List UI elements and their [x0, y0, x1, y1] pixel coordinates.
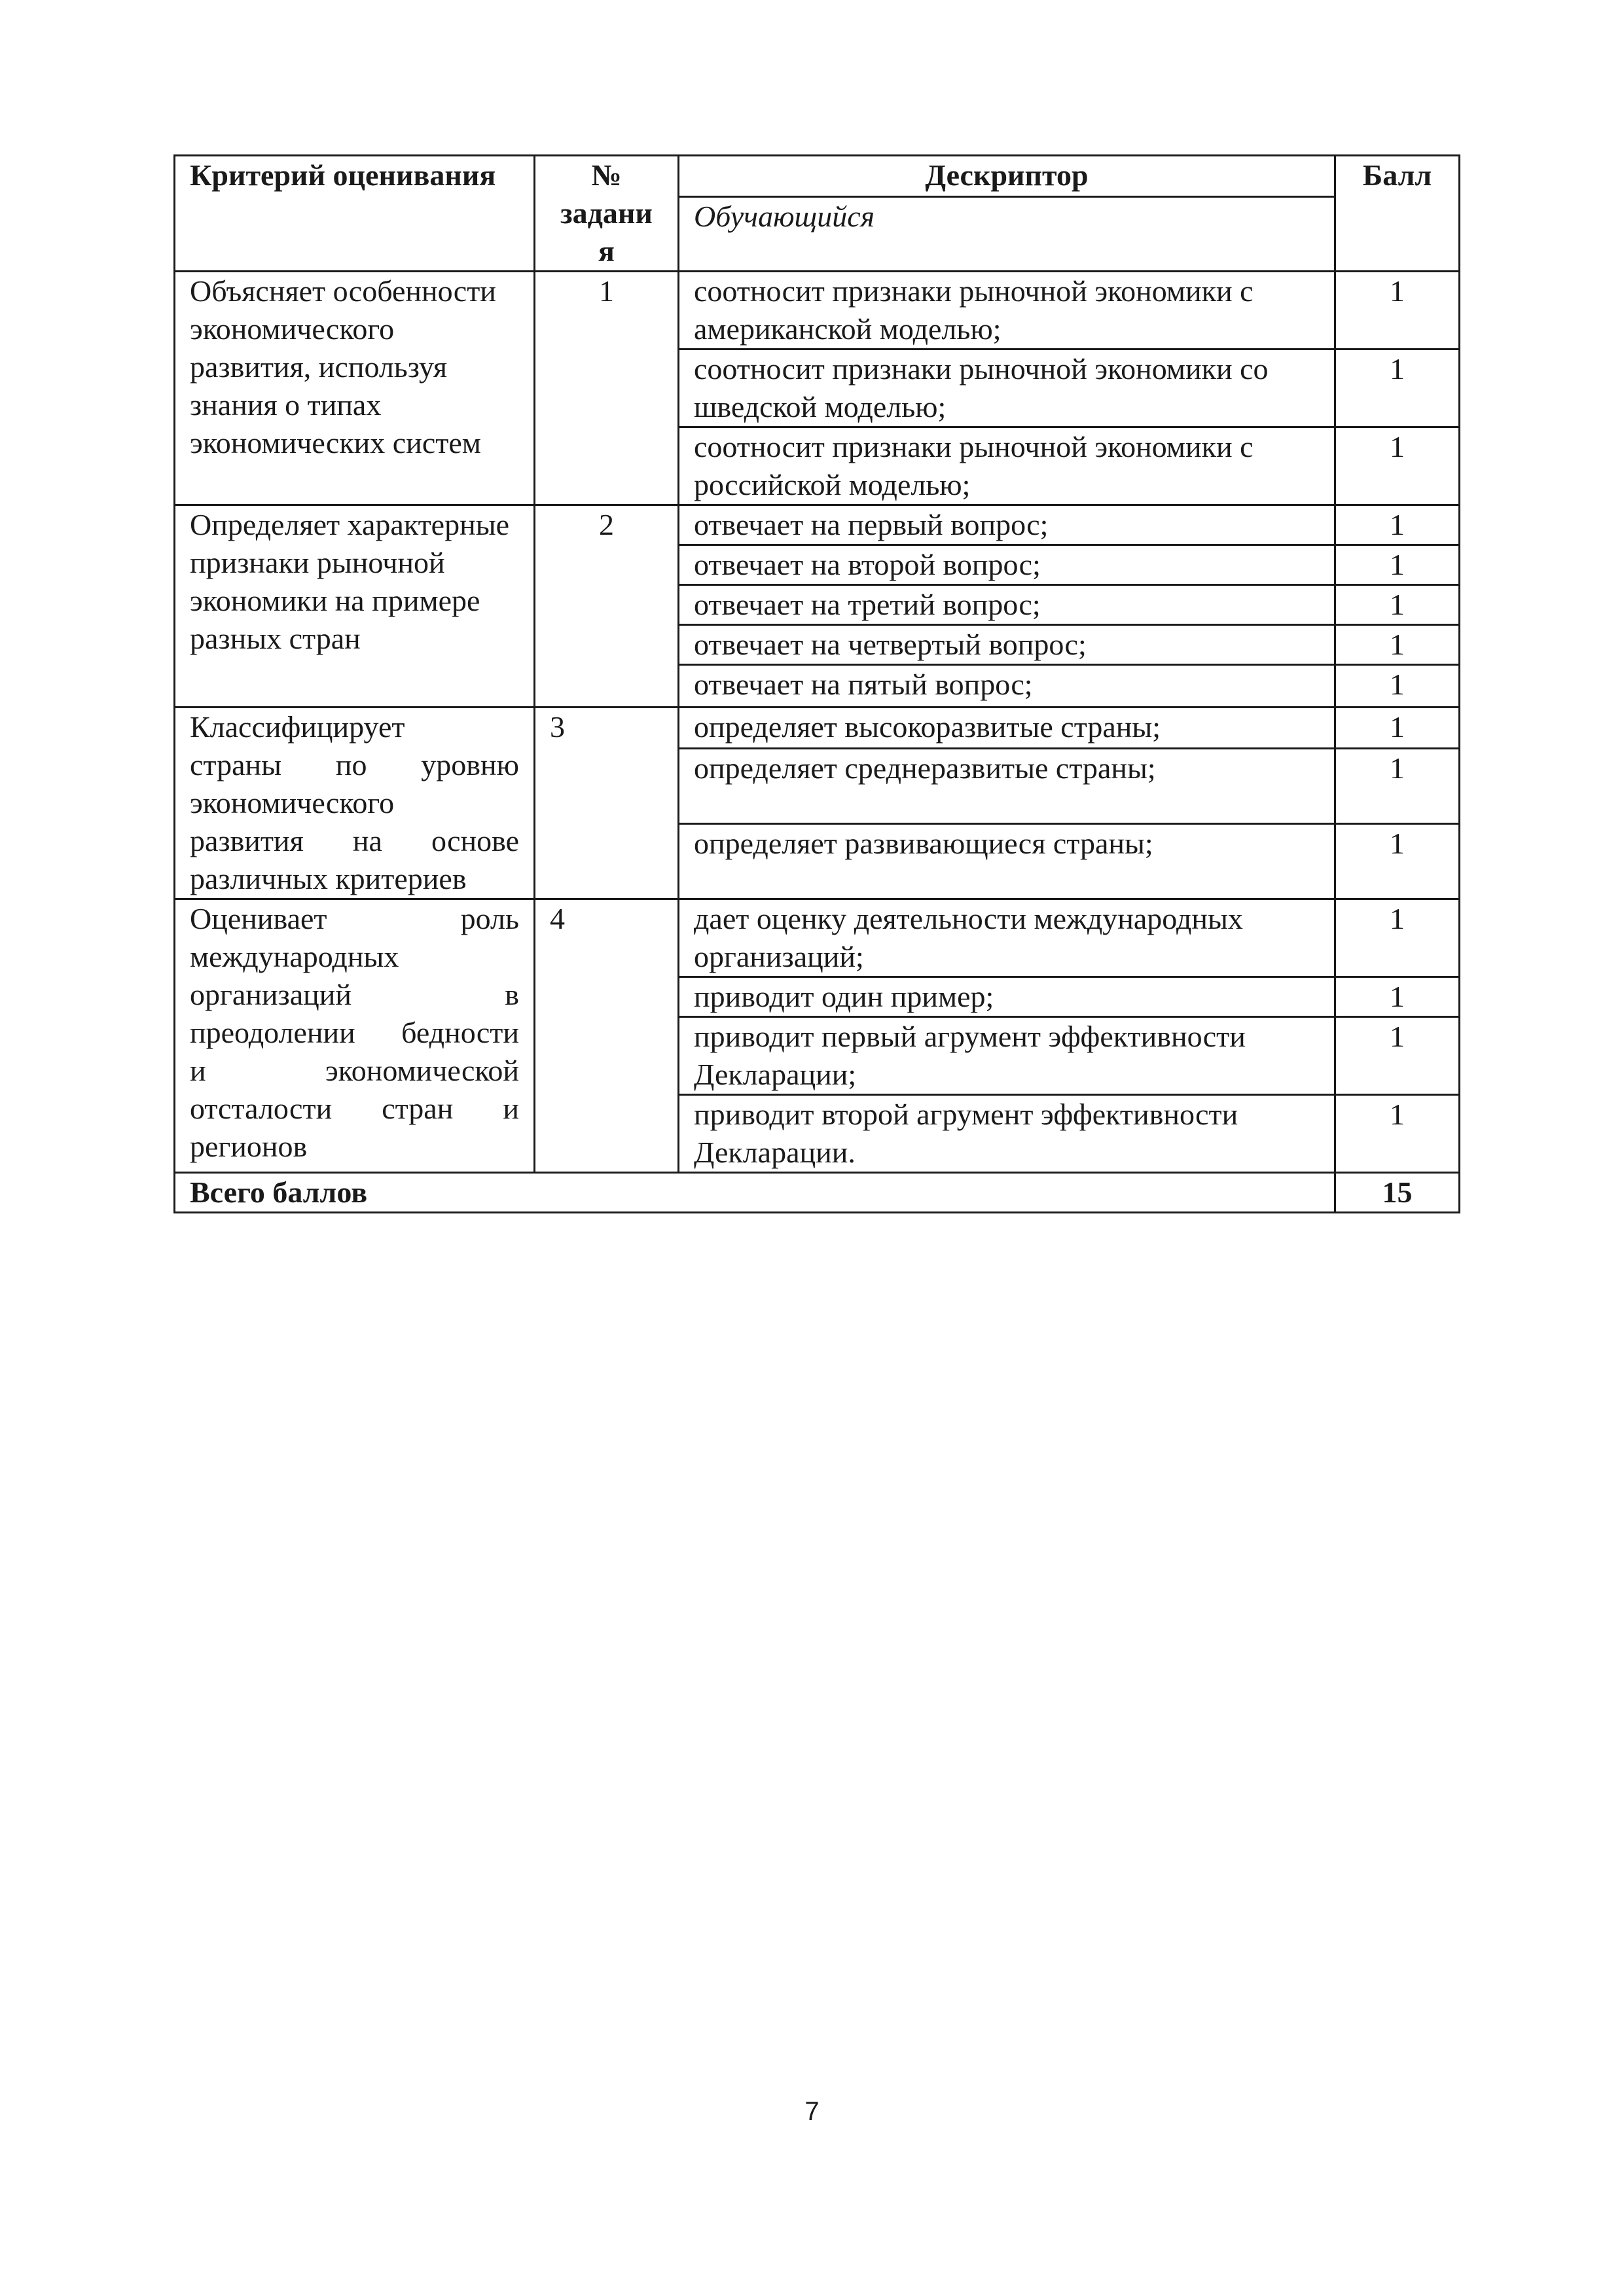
- header-score: Балл: [1335, 156, 1460, 272]
- criterion-line: страны по уровню: [190, 748, 519, 781]
- descriptor-cell: дает оценку деятельности международных организаций;: [679, 899, 1335, 977]
- score-cell: 1: [1335, 708, 1460, 749]
- criterion-line: организаций в: [190, 978, 519, 1011]
- total-score: 15: [1335, 1173, 1460, 1213]
- task-number-cell: 3: [535, 708, 679, 899]
- criterion-line: регионов: [190, 1130, 308, 1163]
- table-row: [175, 899, 1460, 977]
- score-cell: 1: [1335, 272, 1460, 350]
- criterion-line: отсталости стран и: [190, 1092, 519, 1125]
- descriptor-cell: определяет развивающиеся страны;: [679, 824, 1335, 899]
- score-cell: 1: [1335, 585, 1460, 625]
- table-row: [175, 505, 1460, 545]
- task-number-cell: 1: [535, 272, 679, 505]
- descriptor-cell: соотносит признаки рыночной экономики с российской моделью;: [679, 427, 1335, 505]
- score-cell: 1: [1335, 350, 1460, 427]
- score-cell: 1: [1335, 899, 1460, 977]
- criterion-line: Классифицирует: [190, 710, 405, 744]
- header-task-number-line1: №: [591, 158, 622, 192]
- header-task-number-line2: задани: [560, 196, 653, 230]
- score-cell: 1: [1335, 427, 1460, 505]
- total-label: Всего баллов: [175, 1173, 1335, 1213]
- descriptor-cell: отвечает на второй вопрос;: [679, 545, 1335, 585]
- descriptor-cell: определяет среднеразвитые страны;: [679, 749, 1335, 824]
- score-cell: 1: [1335, 665, 1460, 708]
- header-descriptor: Дескриптор: [679, 156, 1335, 197]
- score-cell: 1: [1335, 749, 1460, 824]
- criterion-line: экономического: [190, 786, 395, 819]
- header-criterion: Критерий оценивания: [175, 156, 535, 272]
- score-cell: 1: [1335, 824, 1460, 899]
- criterion-cell: Определяет характерные признаки рыночной экономики на примере разных стран: [175, 505, 535, 708]
- criterion-cell: Объясняет особенности экономического развития, используя знания о типах экономических систем: [175, 272, 535, 505]
- criterion-cell: [175, 708, 535, 899]
- descriptor-cell: отвечает на четвертый вопрос;: [679, 625, 1335, 665]
- total-row: [175, 1173, 1460, 1213]
- score-cell: 1: [1335, 1095, 1460, 1173]
- header-task-number: [535, 156, 679, 272]
- table-row: [175, 708, 1460, 749]
- header-descriptor-subtitle: Обучающийся: [679, 196, 1335, 271]
- criterion-cell: [175, 899, 535, 1173]
- criterion-line: различных критериев: [190, 862, 467, 895]
- criterion-line: Оценивает роль: [190, 902, 519, 935]
- score-cell: 1: [1335, 1017, 1460, 1095]
- criterion-line: международных: [190, 940, 399, 973]
- descriptor-cell: приводит первый агрумент эффективности Декларации;: [679, 1017, 1335, 1095]
- descriptor-cell: приводит один пример;: [679, 977, 1335, 1017]
- task-number-cell: 2: [535, 505, 679, 708]
- score-cell: 1: [1335, 545, 1460, 585]
- descriptor-cell: соотносит признаки рыночной экономики с американской моделью;: [679, 272, 1335, 350]
- task-number-cell: 4: [535, 899, 679, 1173]
- score-cell: 1: [1335, 505, 1460, 545]
- descriptor-cell: соотносит признаки рыночной экономики со шведской моделью;: [679, 350, 1335, 427]
- descriptor-cell: отвечает на третий вопрос;: [679, 585, 1335, 625]
- descriptor-cell: отвечает на пятый вопрос;: [679, 665, 1335, 708]
- page-number: 7: [804, 2097, 820, 2126]
- descriptor-cell: приводит второй агрумент эффективности Декларации.: [679, 1095, 1335, 1173]
- descriptor-cell: отвечает на первый вопрос;: [679, 505, 1335, 545]
- table-row: [175, 272, 1460, 350]
- criterion-line: преодолении бедности: [190, 1016, 519, 1049]
- descriptor-cell: определяет высокоразвитые страны;: [679, 708, 1335, 749]
- criterion-line: и экономической: [190, 1054, 519, 1087]
- score-cell: 1: [1335, 625, 1460, 665]
- score-cell: 1: [1335, 977, 1460, 1017]
- criterion-line: развития на основе: [190, 824, 519, 857]
- assessment-rubric-table: [173, 154, 1460, 1213]
- header-row: [175, 156, 1460, 197]
- header-task-number-line3: я: [598, 234, 615, 268]
